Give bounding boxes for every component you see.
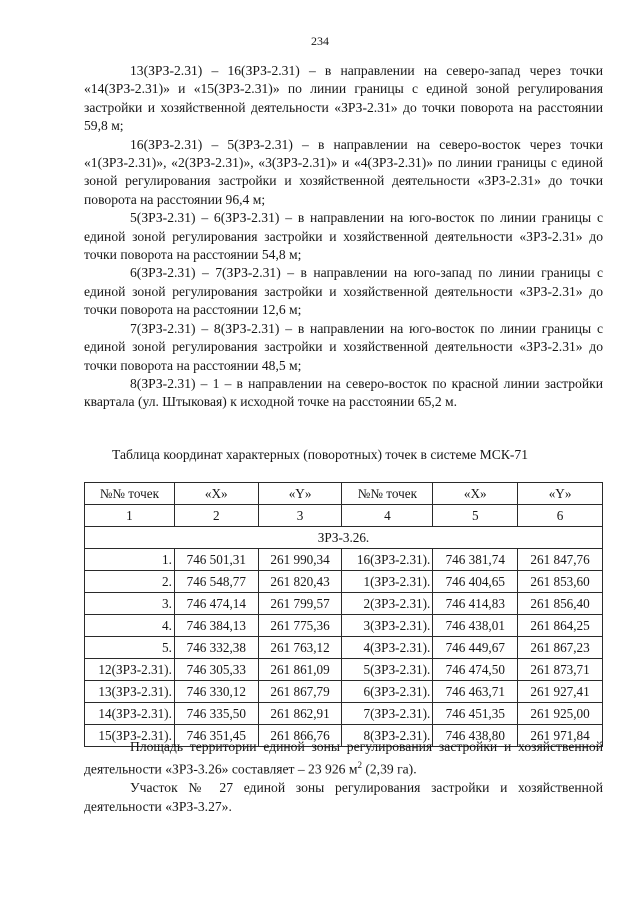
point-id: 5(ЗРЗ-2.31). — [342, 659, 433, 681]
y-coordinate: 261 866,76 — [258, 725, 342, 747]
x-coordinate: 746 414,83 — [433, 593, 518, 615]
y-coordinate: 261 775,36 — [258, 615, 342, 637]
table-row — [85, 593, 603, 615]
route-paragraph: 7(ЗРЗ-2.31) – 8(ЗРЗ-2.31) – в направлении на юго-восток по линии границы с единой зоной регулирования застройки и хозяйственной деятельности «ЗРЗ-2.31» до точки поворота на расстоянии 48,5 м; — [84, 320, 603, 373]
column-header: «Y» — [258, 483, 342, 505]
zone-label-row — [85, 527, 603, 549]
x-coordinate: 746 330,12 — [174, 681, 258, 703]
point-id: 6(ЗРЗ-2.31). — [342, 681, 433, 703]
y-coordinate: 261 856,40 — [518, 593, 603, 615]
table-row — [85, 571, 603, 593]
point-id: 7(ЗРЗ-2.31). — [342, 703, 433, 725]
point-id: 2. — [85, 571, 175, 593]
page-number: 234 — [311, 34, 329, 48]
y-coordinate: 261 873,71 — [518, 659, 603, 681]
coordinates-table — [84, 482, 603, 747]
zone-label: ЗРЗ-3.26. — [85, 527, 603, 549]
x-coordinate: 746 451,35 — [433, 703, 518, 725]
point-id: 15(ЗРЗ-2.31). — [85, 725, 175, 747]
x-coordinate: 746 438,01 — [433, 615, 518, 637]
area-text-end: (2,39 га). — [361, 761, 417, 777]
route-paragraph: 5(ЗРЗ-2.31) – 6(ЗРЗ-2.31) – в направлении на юго-восток по линии границы с единой зоной регулирования застройки и хозяйственной деятельности «ЗРЗ-2.31» до точки поворота на расстоянии 54,8 м; — [84, 210, 603, 263]
point-id: 2(ЗРЗ-2.31). — [342, 593, 433, 615]
column-header: «X» — [433, 483, 518, 505]
point-id: 5. — [85, 637, 175, 659]
y-coordinate: 261 925,00 — [518, 703, 603, 725]
x-coordinate: 746 438,80 — [433, 725, 518, 747]
x-coordinate: 746 474,14 — [174, 593, 258, 615]
closing-text — [84, 738, 603, 816]
x-coordinate: 746 463,71 — [433, 681, 518, 703]
x-coordinate: 746 351,45 — [174, 725, 258, 747]
point-id: 4(ЗРЗ-2.31). — [342, 637, 433, 659]
point-id: 13(ЗРЗ-2.31). — [85, 681, 175, 703]
y-coordinate: 261 862,91 — [258, 703, 342, 725]
table-row — [85, 703, 603, 725]
point-id: 12(ЗРЗ-2.31). — [85, 659, 175, 681]
table-row — [85, 659, 603, 681]
point-id: 1. — [85, 549, 175, 571]
point-id: 8(ЗРЗ-2.31). — [342, 725, 433, 747]
section-paragraph: Участок № 27 единой зоны регулирования застройки и хозяйственной деятельности «ЗРЗ-3.27». — [84, 780, 603, 814]
y-coordinate: 261 990,34 — [258, 549, 342, 571]
coordinates-table-body — [85, 483, 603, 747]
table-row — [85, 681, 603, 703]
route-paragraph: 6(ЗРЗ-2.31) – 7(ЗРЗ-2.31) – в направлении на юго-запад по линии границы с единой зоной регулирования застройки и хозяйственной деятельности «ЗРЗ-2.31» до точки поворота на расстоянии 12,6 м; — [84, 265, 603, 318]
table-row — [85, 637, 603, 659]
column-header: №№ точек — [85, 483, 175, 505]
y-coordinate: 261 867,79 — [258, 681, 342, 703]
point-id: 16(ЗРЗ-2.31). — [342, 549, 433, 571]
y-coordinate: 261 763,12 — [258, 637, 342, 659]
table-header-row — [85, 483, 603, 505]
column-number: 2 — [174, 505, 258, 527]
x-coordinate: 746 332,38 — [174, 637, 258, 659]
area-text: Площадь территории единой зоны регулирования застройки и хозяйственной деятельности «ЗРЗ-3.26» составляет – 23 926 м — [84, 739, 603, 777]
table-row — [85, 549, 603, 571]
y-coordinate: 261 927,41 — [518, 681, 603, 703]
table-row — [85, 615, 603, 637]
table-caption: Таблица координат характерных (поворотных) точек в системе МСК-71 — [111, 447, 529, 462]
route-description — [84, 62, 603, 412]
y-coordinate: 261 847,76 — [518, 549, 603, 571]
area-unit-superscript: 2 — [357, 760, 362, 771]
column-header: «Y» — [518, 483, 603, 505]
route-paragraph: 16(ЗРЗ-2.31) – 5(ЗРЗ-2.31) – в направлении на северо-восток через точки «1(ЗРЗ-2.31)», «2(ЗРЗ-2.31)», «3(ЗРЗ-2.31)» и «4(ЗРЗ-2.31)» по линии границы с единой зоной регулирования застройки и хозяйственной деятельности «ЗРЗ-2.31» до точки поворота на расстоянии 96,4 м; — [84, 136, 603, 207]
x-coordinate: 746 384,13 — [174, 615, 258, 637]
route-paragraph: 8(ЗРЗ-2.31) – 1 – в направлении на северо-восток по красной линии застройки квартала (ул. Штыковая) к исходной точке на расстоянии 65,2 м. — [84, 375, 603, 410]
column-number-row — [85, 505, 603, 527]
point-id: 3(ЗРЗ-2.31). — [342, 615, 433, 637]
route-paragraph: 13(ЗРЗ-2.31) – 16(ЗРЗ-2.31) – в направлении на северо-запад через точки «14(ЗРЗ-2.31)» и «15(ЗРЗ-2.31)» по линии границы с единой зоной регулирования застройки и хозяйственной деятельности «ЗРЗ-2.31» до точки поворота на расстоянии 59,8 м; — [84, 63, 603, 134]
y-coordinate: 261 861,09 — [258, 659, 342, 681]
column-number: 5 — [433, 505, 518, 527]
y-coordinate: 261 853,60 — [518, 571, 603, 593]
column-header: «X» — [174, 483, 258, 505]
x-coordinate: 746 474,50 — [433, 659, 518, 681]
column-number: 1 — [85, 505, 175, 527]
x-coordinate: 746 404,65 — [433, 571, 518, 593]
x-coordinate: 746 548,77 — [174, 571, 258, 593]
y-coordinate: 261 971,84 — [518, 725, 603, 747]
y-coordinate: 261 867,23 — [518, 637, 603, 659]
x-coordinate: 746 305,33 — [174, 659, 258, 681]
x-coordinate: 746 449,67 — [433, 637, 518, 659]
column-number: 6 — [518, 505, 603, 527]
point-id: 14(ЗРЗ-2.31). — [85, 703, 175, 725]
column-number: 4 — [342, 505, 433, 527]
column-number: 3 — [258, 505, 342, 527]
y-coordinate: 261 864,25 — [518, 615, 603, 637]
point-id: 3. — [85, 593, 175, 615]
y-coordinate: 261 799,57 — [258, 593, 342, 615]
y-coordinate: 261 820,43 — [258, 571, 342, 593]
x-coordinate: 746 335,50 — [174, 703, 258, 725]
area-paragraph — [84, 738, 603, 779]
point-id: 1(ЗРЗ-2.31). — [342, 571, 433, 593]
x-coordinate: 746 501,31 — [174, 549, 258, 571]
column-header: №№ точек — [342, 483, 433, 505]
point-id: 4. — [85, 615, 175, 637]
x-coordinate: 746 381,74 — [433, 549, 518, 571]
